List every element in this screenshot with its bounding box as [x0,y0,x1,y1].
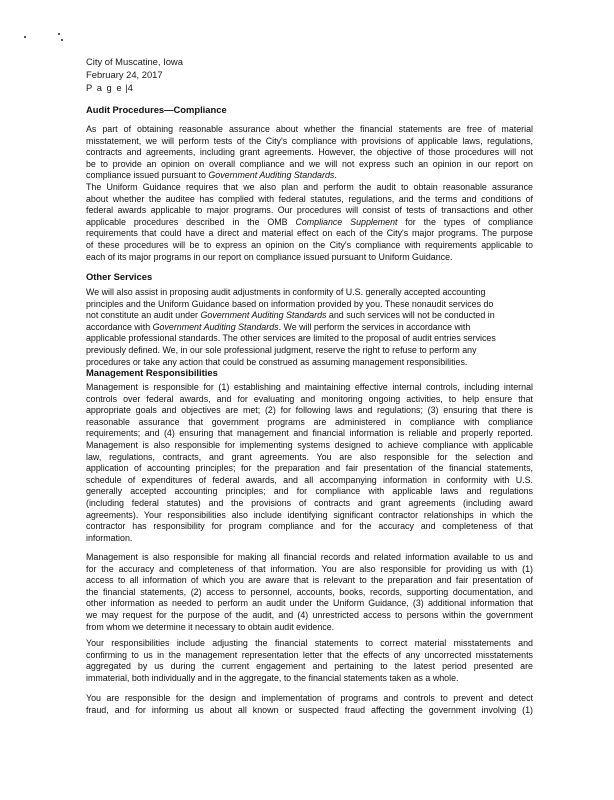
section-heading-audit-procedures-compliance: Audit Procedures—Compliance [86,104,227,115]
text-line: Management is also responsible for making all financial records and related information available to us and [86,552,533,562]
scan-speck [61,39,63,41]
text-segment: compliance issued pursuant to [86,170,209,181]
italic-title: Government Auditing Standards [200,310,327,321]
text-line: application of accounting principles; for the preparation and fair presentation of the financial statements, [86,463,533,474]
text-segment: for the types of compliance [397,216,533,227]
text-line: contractor has responsibility for program compliance and for the accuracy and completeness of that [86,521,533,532]
text-line: requirements that could have a direct and material effect on each of the City's major programs. The purpose [86,228,533,239]
text-line: fraud, and for informing us about all known or suspected fraud affecting the government involving (1) [86,704,533,715]
paragraph [86,124,533,182]
text-line [86,310,533,322]
text-line [86,170,533,182]
text-line: generally accepted accounting principles; and for compliance with applicable laws and regulations [86,486,533,497]
text-segment: . [334,170,337,181]
text-line: appropriate goals and objectives are met; (2) for following laws and regulations; (3) ensuring that there is [86,405,533,416]
text-line: aggregated by us during the current engagement and pertaining to the latest period presented are [86,661,533,672]
letter-date: February 24, 2017 [86,69,163,80]
text-line: law, regulations, contracts, and grant agreements. You are also responsible for the selection and [86,451,533,462]
text-line: procedures or take any action that could be construed as assuming management responsibilities. [86,356,468,367]
text-line: agreements). Your responsibilities also include identifying significant contractor relationships in which the [86,509,533,520]
text-line: confirming to us in the management representation letter that the effects of any uncorrected misstatements [86,649,533,660]
text-line: Management is also responsible for implementing systems designed to achieve compliance with applicable [86,439,533,450]
text-line: principles and the Uniform Guidance based on information provided by you. These nonaudit services do [86,298,494,309]
text-line: about whether the auditee has complied with federal statutes, regulations, and the terms and conditions of [86,193,533,204]
text-line: requirements; and (4) ensuring that management and financial information is reliable and properly reported. [86,428,533,439]
text-segment: accordance with [86,321,153,332]
text-line [86,322,533,334]
paragraph [86,182,533,263]
text-line: As part of obtaining reasonable assurance about whether the financial statements are free of material [86,124,533,134]
text-line: Management is responsible for (1) establishing and maintaining effective internal controls, including internal [86,382,533,392]
text-segment: applicable procedures described in the OMB [86,216,296,227]
section-heading-management-responsibilities: Management Responsibilities [86,367,218,378]
scan-speck [24,36,26,38]
text-line [86,217,533,229]
text-line: reasonable assurance that government programs are administered in compliance with compliance [86,416,533,427]
text-line: information. [86,532,133,543]
text-line: Your responsibilities include adjusting the financial statements to correct material misstatements and [86,638,533,648]
text-line: misstatement, we will perform tests of the City's compliance with provisions of applicable laws, regulations, [86,135,533,146]
text-line: The Uniform Guidance requires that we also plan and perform the audit to obtain reasonable assurance [86,182,533,192]
page-number: 4 [127,82,133,93]
text-line: (including federal statutes) and the provisions of contracts and grant agreements (including award [86,497,533,508]
text-line: immaterial, both individually and in the aggregate, to the financial statements taken as a whole. [86,672,459,683]
text-line: We will also assist in proposing audit adjustments in conformity of U.S. generally accepted accounting [86,287,486,297]
page-indicator [86,82,133,95]
text-line: each of its major programs in our report on compliance issued pursuant to Uniform Guidance. [86,251,453,262]
text-line: previously defined. We, in our sole professional judgment, reserve the right to refuse to perform any [86,344,477,355]
section-heading-other-services: Other Services [86,271,153,282]
italic-title: Compliance Supplement [295,216,398,227]
text-line: You are responsible for the design and implementation of programs and controls to prevent and detect [86,693,533,703]
text-line: we may request for the purpose of the audit, and (4) unrestricted access to persons within the government [86,609,533,620]
text-line: from whom we determine it necessary to obtain audit evidence. [86,621,335,632]
italic-title: Government Auditing Standards [152,321,279,332]
paragraph [86,693,533,716]
paragraph [86,287,533,368]
italic-title: Government Auditing Standards [208,170,335,181]
text-segment: not constitute an audit under [86,310,201,321]
text-line: contracts and agreements, including grant agreements. However, the objective of those procedures will not [86,147,533,158]
page-separator: | [125,82,128,93]
text-line: other information as needed to perform an audit under the Uniform Guidance, (3) additional information that [86,598,533,609]
text-line: the financial statements, (2) access to personnel, accounts, books, records, supporting documentation, and [86,586,533,597]
text-line: be to provide an opinion on overall compliance and we will not express such an opinion in our report on [86,158,533,169]
text-line: for the accuracy and completeness of that information. You are also responsible for providing us with (1) [86,563,533,574]
paragraph [86,382,533,544]
page-label: P a g e [86,82,123,93]
paragraph [86,552,533,633]
text-line: schedule of expenditures of federal awards, and all accompanying information in conformity with U.S. [86,474,533,485]
text-segment: and such services will not be conducted in [326,310,495,321]
paragraph [86,638,533,684]
scan-speck [58,33,60,35]
recipient-name: City of Muscatine, Iowa [86,56,183,67]
text-segment: . We will perform the services in accordance with [278,321,471,332]
text-line: controls over federal awards, and for evaluating and monitoring ongoing activities, to help ensure that [86,393,533,404]
text-line: federal awards applicable to major programs. Our procedures will consist of tests of transactions and other [86,205,533,216]
text-line: of these procedures will be to express an opinion on the City's compliance with requirements applicable to [86,239,533,250]
text-line: applicable professional standards. The other services are limited to the proposal of audit entries services [86,333,496,344]
text-line: access to all information of which you are aware that is relevant to the preparation and fair presentation of [86,575,533,586]
